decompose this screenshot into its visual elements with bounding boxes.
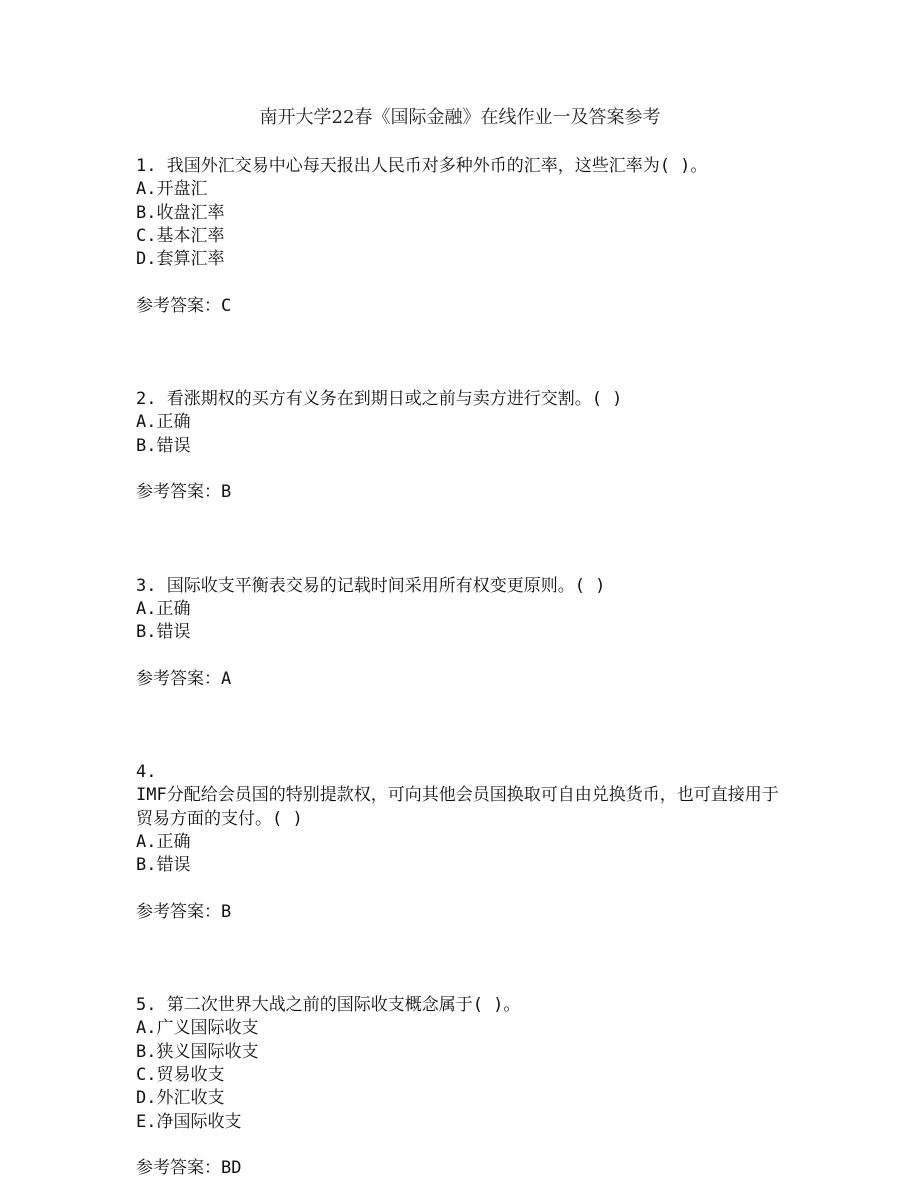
spacer: [136, 924, 781, 994]
question-text: 2. 看涨期权的买方有义务在到期日或之前与卖方进行交割。( ): [136, 389, 623, 410]
spacer: [136, 318, 781, 388]
spacer: [136, 878, 781, 901]
answer-reference: 参考答案：C: [136, 295, 232, 316]
option-b: B.错误: [136, 435, 191, 456]
answer-reference: 参考答案：B: [136, 482, 232, 503]
option-a: A.正确: [136, 831, 191, 852]
spacer: [136, 505, 781, 575]
spacer: [136, 691, 781, 761]
option-b: B.狭义国际收支: [136, 1041, 259, 1062]
option-b: B.收盘汇率: [136, 202, 225, 223]
question-3: [136, 575, 781, 691]
spacer: [136, 458, 781, 481]
answer-reference: 参考答案：A: [136, 668, 232, 689]
option-b: B.错误: [136, 622, 191, 643]
question-text: 5. 第二次世界大战之前的国际收支概念属于( )。: [136, 995, 521, 1016]
document-title: 南开大学22春《国际金融》在线作业一及答案参考: [259, 107, 661, 128]
option-e: E.净国际收支: [136, 1111, 242, 1132]
spacer: [136, 1134, 781, 1157]
question-5: [136, 994, 781, 1180]
question-4: [136, 761, 781, 924]
spacer: [136, 644, 781, 667]
option-d: D.套算汇率: [136, 249, 225, 270]
question-text: 3. 国际收支平衡表交易的记载时间采用所有权变更原则。( ): [136, 575, 606, 596]
option-b: B.错误: [136, 855, 191, 876]
question-1: [136, 155, 781, 318]
option-c: C.贸易收支: [136, 1065, 225, 1086]
question-text: IMF分配给会员国的特别提款权，可向其他会员国换取可自由兑换货币，也可直接用于贸易方面的支付。( ): [136, 785, 779, 829]
spacer: [136, 271, 781, 294]
question-text: 1. 我国外汇交易中心每天报出人民币对多种外币的汇率，这些汇率为( )。: [136, 156, 708, 176]
option-c: C.基本汇率: [136, 225, 225, 246]
question-list: [136, 155, 781, 1181]
option-d: D.外汇收支: [136, 1088, 225, 1109]
option-a: A.正确: [136, 412, 191, 433]
answer-reference: 参考答案：BD: [136, 1158, 242, 1179]
option-a: A.开盘汇: [136, 179, 208, 200]
question-2: [136, 388, 781, 504]
option-a: A.广义国际收支: [136, 1018, 259, 1039]
option-a: A.正确: [136, 598, 191, 619]
answer-reference: 参考答案：B: [136, 901, 232, 922]
question-number: 4.: [136, 762, 157, 783]
